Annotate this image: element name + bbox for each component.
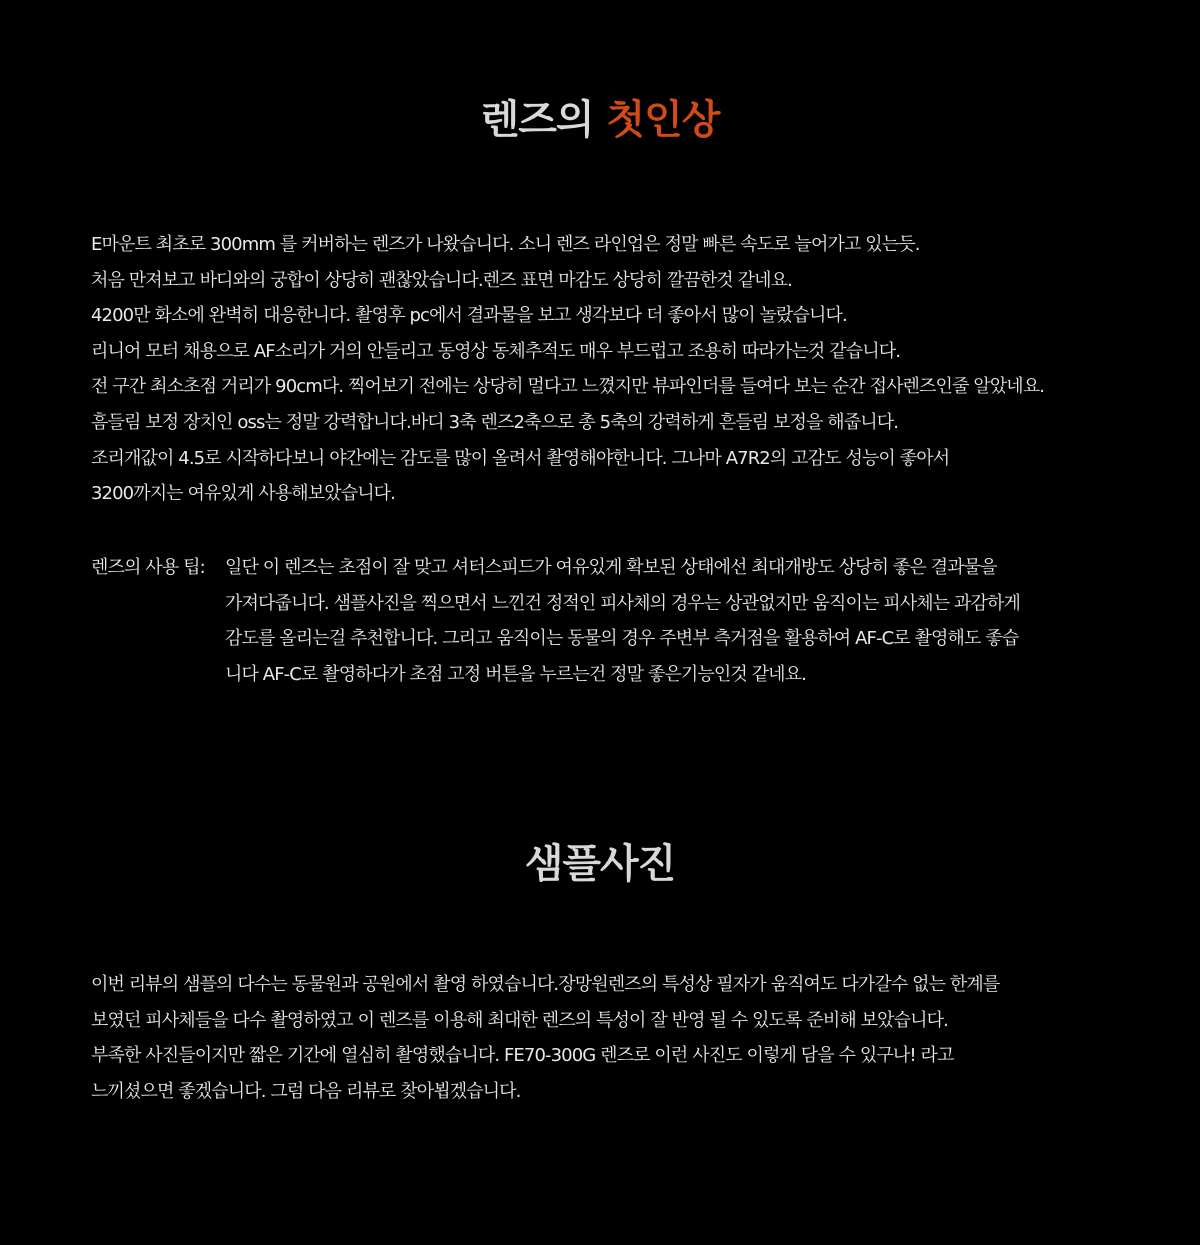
sample-paragraph: [91, 967, 999, 1109]
sample-line: 보였던 피사체들을 다수 촬영하였고 이 렌즈를 이용해 최대한 렌즈의 특성이 잘 반영 될 수 있도록 준비해 보았습니다.: [91, 1009, 948, 1031]
intro-line: 4200만 화소에 완벽히 대응한니다. 촬영후 pc에서 결과물을 보고 생각보다 더 좋아서 많이 놀랐습니다.: [91, 305, 847, 327]
intro-paragraph: [91, 227, 1044, 512]
intro-line: 흠들림 보정 장치인 oss는 정말 강력합니다.바디 3축 렌즈2축으로 총 5축의 강력하게 흔들림 보정을 해줍니다.: [91, 411, 899, 433]
tips-line: 일단 이 렌즈는 초점이 잘 맞고 셔터스피드가 여유있게 확보된 상태에선 최대개방도 상당히 좋은 결과물을: [225, 557, 997, 578]
title-accent-text: 첫인상: [606, 96, 720, 143]
intro-line: 리니어 모터 채용으로 AF소리가 거의 안들리고 동영상 동체추적도 매우 부드럽고 조용히 따라가는것 같습니다.: [91, 340, 901, 362]
intro-line: 전 구간 최소초점 거리가 90cm다. 찍어보기 전에는 상당히 멀다고 느꼈지만 뷰파인더를 들여다 보는 순간 접사렌즈인줄 알았네요.: [91, 376, 1045, 398]
tips-line: 니다 AF-C로 촬영하다가 초점 고정 버튼을 누르는건 정말 좋은기능인것 같네요.: [225, 663, 806, 685]
section-title-first-impression: [0, 95, 1200, 145]
intro-line: E마운트 최초로 300mm 를 커버하는 렌즈가 나왔습니다. 소니 렌즈 라인업은 정말 빠른 속도로 늘어가고 있는듯.: [91, 234, 920, 255]
sample-line: 느끼셨으면 좋겠습니다. 그럼 다음 리뷰로 찾아뵙겠습니다.: [91, 1080, 521, 1102]
tips-line: 가져다줍니다. 샘플사진을 찍으면서 느낀건 정적인 피사체의 경우는 상관없지만 움직이는 피사체는 과감하게: [225, 592, 1020, 614]
tips-label: 렌즈의 사용 팁:: [91, 557, 205, 578]
intro-line: 처음 만져보고 바디와의 궁합이 상당히 괜찮았습니다.렌즈 표면 마감도 상당히 깔끔한것 같네요.: [91, 269, 792, 291]
sample-line: 이번 리뷰의 샘플의 다수는 동물원과 공원에서 촬영 하였습니다.장망원렌즈의 특성상 필자가 움직여도 다가갈수 없는 한계를: [91, 974, 1000, 995]
tips-line: 감도를 올리는걸 추천합니다. 그리고 움직이는 동물의 경우 주변부 측거점을 활용하여 AF-C로 촬영해도 좋습: [225, 628, 1019, 650]
intro-line: 3200까지는 여유있게 사용해보았습니다.: [91, 483, 395, 505]
title-main-text: 렌즈의: [480, 96, 594, 143]
tips-body: [225, 550, 1020, 692]
section-title-sample-photos: 샘플사진: [524, 840, 676, 887]
sample-line: 부족한 사진들이지만 짧은 기간에 열심히 촬영했습니다. FE70-300G 렌즈로 이런 사진도 이렇게 담을 수 있구나! 라고: [91, 1045, 954, 1067]
intro-line: 조리개값이 4.5로 시작하다보니 야간에는 감도를 많이 올려서 촬영해야한니다. 그나마 A7R2의 고감도 성능이 좋아서: [91, 447, 950, 469]
